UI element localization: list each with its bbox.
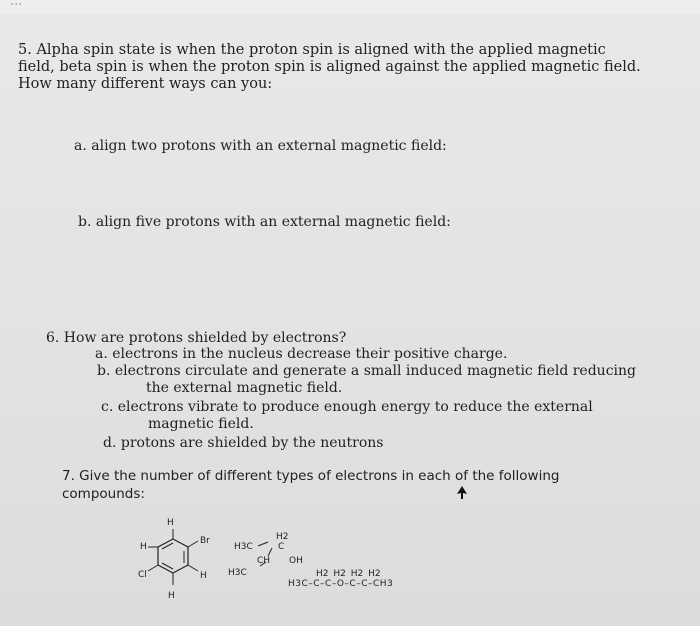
- q6-option-b-line-2: the external magnetic field.: [146, 380, 343, 396]
- q7-line-1: 7. Give the number of different types of electrons in each of the following: [62, 468, 560, 484]
- compound-1-h-top: H: [167, 518, 174, 528]
- compound-2-oh: OH: [289, 556, 303, 566]
- q5-part-b: b. align five protons with an external magnetic field:: [78, 214, 451, 230]
- q5-part-a: a. align two protons with an external magnetic field:: [74, 138, 447, 154]
- q5-line-3: How many different ways can you:: [18, 76, 273, 92]
- compound-1-cl: Cl: [138, 570, 147, 580]
- compound-2-ch: CH: [257, 556, 271, 566]
- compound-2-h3c-top: H3C: [234, 542, 253, 552]
- q6-question: 6. How are protons shielded by electrons?: [46, 330, 347, 346]
- compound-2-h2: H2: [276, 532, 289, 542]
- q7-line-2: compounds:: [62, 486, 145, 502]
- compound-1-h-right: H: [200, 571, 207, 581]
- compound-2-h3c-bottom: H3C: [228, 568, 247, 578]
- q5-line-1: 5. Alpha spin state is when the proton spin is aligned with the applied magnetic: [18, 42, 606, 58]
- q6-option-c-line-1: c. electrons vibrate to produce enough energy to reduce the external: [101, 399, 593, 415]
- q6-option-b-line-1: b. electrons circulate and generate a small induced magnetic field reducing: [97, 363, 636, 379]
- compound-3-h2-labels: H2 H2 H2 H2: [316, 569, 381, 579]
- header-fragment: ...: [10, 0, 23, 9]
- page-top-edge: [0, 0, 700, 14]
- compound-3-formula: H3C–C–C–O–C–C–CH3: [288, 579, 394, 589]
- q6-option-d: d. protons are shielded by the neutrons: [103, 435, 384, 451]
- q6-option-c-line-2: magnetic field.: [148, 416, 254, 432]
- compound-1-h-left: H: [140, 542, 147, 552]
- worksheet-page: [0, 14, 700, 626]
- q6-option-a: a. electrons in the nucleus decrease their positive charge.: [95, 346, 508, 362]
- compound-1-br: Br: [200, 536, 210, 546]
- compound-2-c: C: [278, 542, 285, 552]
- q5-line-2: field, beta spin is when the proton spin is aligned against the applied magnetic field.: [18, 59, 641, 75]
- cursor-arrow-icon: [456, 486, 468, 500]
- compound-1-h-bottom: H: [168, 591, 175, 601]
